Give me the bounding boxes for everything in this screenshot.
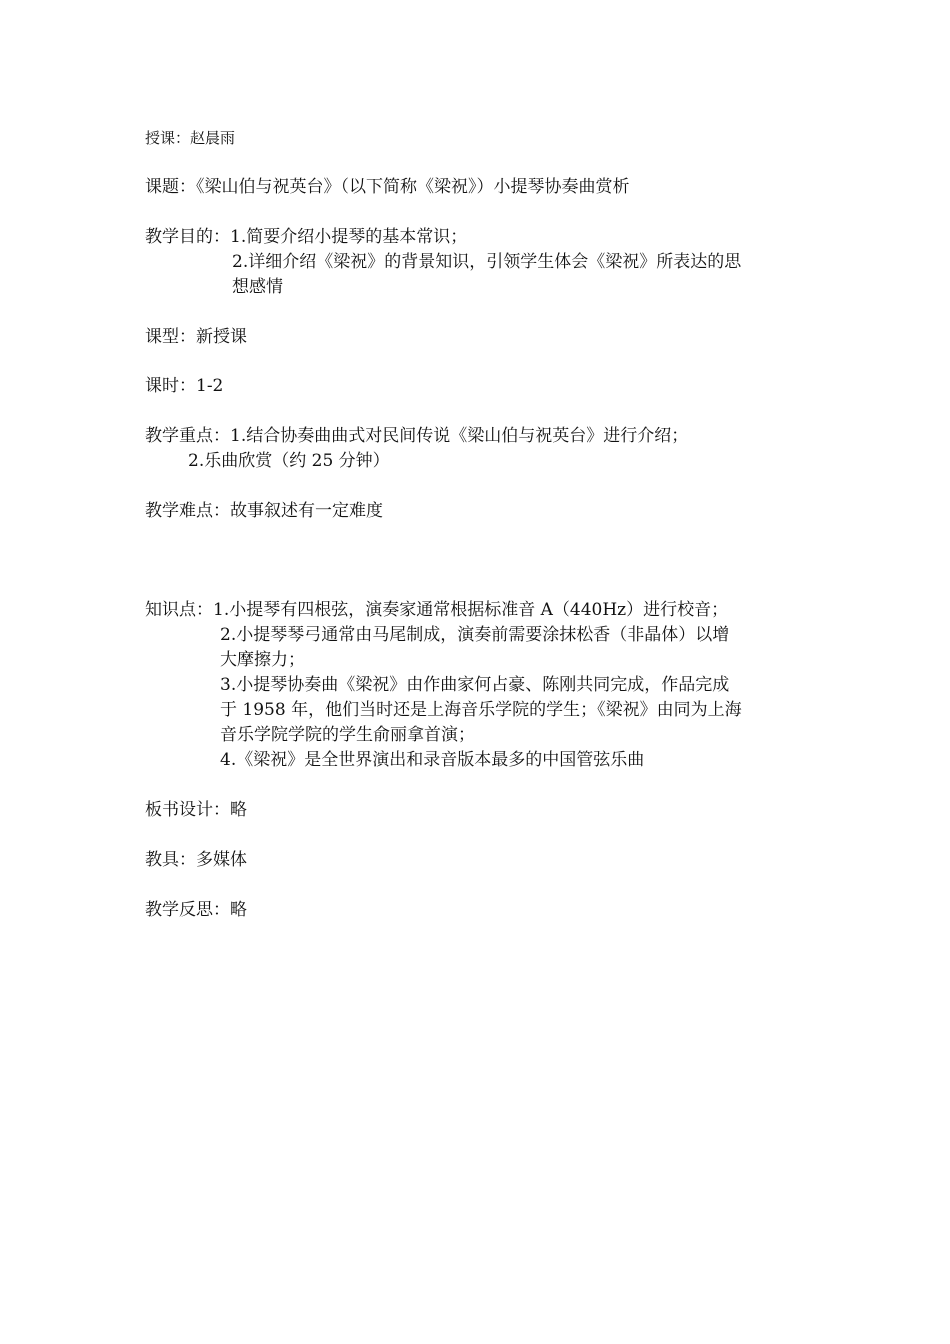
key-point-item: 1.结合协奏曲曲式对民间传说《梁山伯与祝英台》进行介绍； — [230, 426, 689, 446]
knowledge-item: 于 1958 年，他们当时还是上海音乐学院的学生；《梁祝》由同为上海 — [220, 700, 742, 720]
board-design-label: 板书设计： — [145, 800, 230, 820]
instructor-name: 赵晨雨 — [190, 129, 236, 147]
difficulties-label: 教学难点： — [145, 501, 230, 521]
objective-item: 想感情 — [232, 277, 283, 297]
instructor-line — [145, 126, 235, 150]
objectives-line — [145, 225, 467, 249]
knowledge-item: 大摩擦力； — [220, 650, 305, 670]
board-design-line — [145, 798, 247, 822]
reflection-value: 略 — [230, 900, 247, 920]
periods-line — [145, 374, 223, 398]
knowledge-item: 1.小提琴有四根弦，演奏家通常根据标准音 A（440Hz）进行校音； — [213, 600, 729, 620]
objective-item: 1.简要介绍小提琴的基本常识； — [230, 227, 468, 247]
objective-item: 2.详细介绍《梁祝》的背景知识，引领学生体会《梁祝》所表达的思 — [232, 252, 742, 272]
board-design-value: 略 — [230, 800, 247, 820]
difficulties-line — [145, 499, 383, 523]
reflection-label: 教学反思： — [145, 900, 230, 920]
topic-line — [145, 175, 630, 199]
knowledge-item: 3.小提琴协奏曲《梁祝》由作曲家何占豪、陈刚共同完成，作品完成 — [220, 675, 730, 695]
knowledge-label: 知识点： — [145, 600, 213, 620]
objectives-label: 教学目的： — [145, 227, 230, 247]
knowledge-item: 4.《梁祝》是全世界演出和录音版本最多的中国管弦乐曲 — [220, 750, 645, 770]
teaching-aids-line — [145, 848, 247, 872]
key-point-item: 2.乐曲欣赏（约 25 分钟） — [188, 451, 390, 471]
knowledge-line — [145, 598, 728, 622]
teaching-aids-value: 多媒体 — [196, 850, 247, 870]
key-points-label: 教学重点： — [145, 426, 230, 446]
knowledge-item: 音乐学院学院的学生俞丽拿首演； — [220, 725, 475, 745]
instructor-label: 授课： — [145, 129, 191, 147]
topic-label: 课题： — [145, 177, 196, 197]
lesson-type-label: 课型： — [145, 327, 196, 347]
key-points-line — [145, 424, 688, 448]
periods-label: 课时： — [145, 376, 196, 396]
reflection-line — [145, 898, 247, 922]
knowledge-item: 2.小提琴琴弓通常由马尾制成，演奏前需要涂抹松香（非晶体）以增 — [220, 625, 730, 645]
periods-value: 1-2 — [196, 376, 224, 396]
difficulties-value: 故事叙述有一定难度 — [230, 501, 383, 521]
lesson-type-value: 新授课 — [196, 327, 247, 347]
topic-value: 《梁山伯与祝英台》（以下简称《梁祝》）小提琴协奏曲赏析 — [196, 177, 630, 197]
lesson-type-line — [145, 325, 247, 349]
teaching-aids-label: 教具： — [145, 850, 196, 870]
